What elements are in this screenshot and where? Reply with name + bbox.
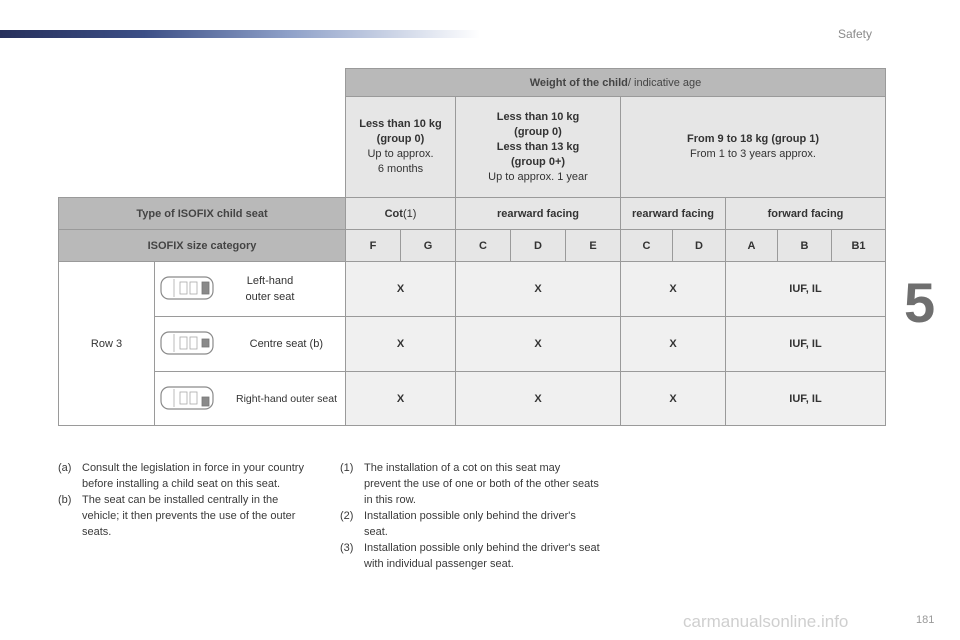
type-cot-note: (1) bbox=[402, 207, 417, 220]
type-cot bbox=[345, 197, 456, 230]
note-2-key: (2) bbox=[340, 510, 354, 522]
group-2-l2: From 1 to 3 years approx. bbox=[690, 148, 816, 160]
r3-rear1: X bbox=[455, 371, 621, 426]
group-1-l1: Less than 10 kg bbox=[496, 110, 580, 123]
car-seat-centre-icon bbox=[160, 331, 214, 355]
group-0-l4: 6 months bbox=[377, 163, 424, 175]
seat-left-outer-l1: Left-hand bbox=[246, 275, 294, 287]
page-number: 181 bbox=[916, 614, 935, 626]
header-gradient-bar bbox=[0, 30, 480, 38]
size-c: C bbox=[455, 229, 511, 262]
note-3-text: Installation possible only behind the driver's seat with individual passenger seat. bbox=[364, 542, 600, 570]
group-1-l4: (group 0+) bbox=[510, 155, 566, 168]
r2-cot: X bbox=[345, 316, 456, 372]
size-b: B bbox=[777, 229, 832, 262]
r3-cot: X bbox=[345, 371, 456, 426]
weight-header bbox=[345, 68, 886, 97]
note-2-text: Installation possible only behind the driver's seat. bbox=[364, 510, 576, 538]
note-a bbox=[58, 460, 308, 492]
weight-header-bold: Weight of the child bbox=[529, 76, 628, 89]
group-0-l3: Up to approx. bbox=[367, 148, 434, 160]
note-2 bbox=[340, 508, 600, 540]
r3-rear2: X bbox=[620, 371, 726, 426]
note-1-text: The installation of a cot on this seat may prevent the use of one or both of the other seats in this row. bbox=[364, 462, 599, 506]
note-a-key: (a) bbox=[58, 462, 72, 474]
type-rearward-2: rearward facing bbox=[620, 197, 726, 230]
type-forward: forward facing bbox=[725, 197, 886, 230]
r1-cot: X bbox=[345, 261, 456, 317]
note-3 bbox=[340, 540, 600, 572]
group-1-l5: Up to approx. 1 year bbox=[488, 170, 588, 183]
group-0-cell bbox=[345, 96, 456, 198]
r1-rear1: X bbox=[455, 261, 621, 317]
type-label: Type of ISOFIX child seat bbox=[58, 197, 346, 230]
car-seat-right-icon bbox=[160, 386, 214, 410]
size-g: G bbox=[400, 229, 456, 262]
note-3-key: (3) bbox=[340, 542, 354, 554]
seat-left-outer-label bbox=[215, 273, 325, 305]
note-b-text: The seat can be installed centrally in the vehicle; it then prevents the use of the outer seats. bbox=[82, 494, 296, 538]
note-b-key: (b) bbox=[58, 494, 72, 506]
row-3-label: Row 3 bbox=[58, 261, 155, 426]
note-1-key: (1) bbox=[340, 462, 354, 474]
size-a: A bbox=[725, 229, 778, 262]
group-1-l3: Less than 13 kg bbox=[496, 140, 580, 153]
notes-right bbox=[340, 460, 600, 572]
weight-header-rest: / indicative age bbox=[627, 76, 702, 89]
watermark: carmanualsonline.info bbox=[683, 612, 849, 631]
r1-rear2: X bbox=[620, 261, 726, 317]
size-f: F bbox=[345, 229, 401, 262]
group-0-l1: Less than 10 kg bbox=[359, 118, 442, 130]
r2-rear1: X bbox=[455, 316, 621, 372]
r1-forward: IUF, IL bbox=[725, 261, 886, 317]
size-e: E bbox=[565, 229, 621, 262]
note-1 bbox=[340, 460, 600, 508]
section-title: Safety bbox=[838, 27, 873, 41]
notes-left bbox=[58, 460, 308, 540]
size-d2: D bbox=[672, 229, 726, 262]
seat-left-outer-l2: outer seat bbox=[245, 291, 295, 303]
size-b1: B1 bbox=[831, 229, 886, 262]
size-d: D bbox=[510, 229, 566, 262]
note-a-text: Consult the legislation in force in your country before installing a child seat on this seat. bbox=[82, 462, 304, 490]
size-label: ISOFIX size category bbox=[58, 229, 346, 262]
group-1-l2: (group 0) bbox=[514, 125, 562, 138]
group-1-cell bbox=[620, 96, 886, 198]
group-2-l1: From 9 to 18 kg (group 1) bbox=[686, 133, 819, 145]
group-0-l2: (group 0) bbox=[376, 133, 425, 145]
group-0plus-cell bbox=[455, 96, 621, 198]
seat-centre-label: Centre seat (b) bbox=[249, 338, 323, 350]
type-cot-label: Cot bbox=[384, 207, 403, 220]
r2-forward: IUF, IL bbox=[725, 316, 886, 372]
type-rearward-1: rearward facing bbox=[455, 197, 621, 230]
r2-rear2: X bbox=[620, 316, 726, 372]
r3-forward: IUF, IL bbox=[725, 371, 886, 426]
note-b bbox=[58, 492, 308, 540]
size-c2: C bbox=[620, 229, 673, 262]
chapter-number: 5 bbox=[904, 271, 936, 334]
seat-right-outer-label: Right-hand outer seat bbox=[236, 392, 337, 405]
car-seat-left-icon bbox=[160, 276, 214, 300]
